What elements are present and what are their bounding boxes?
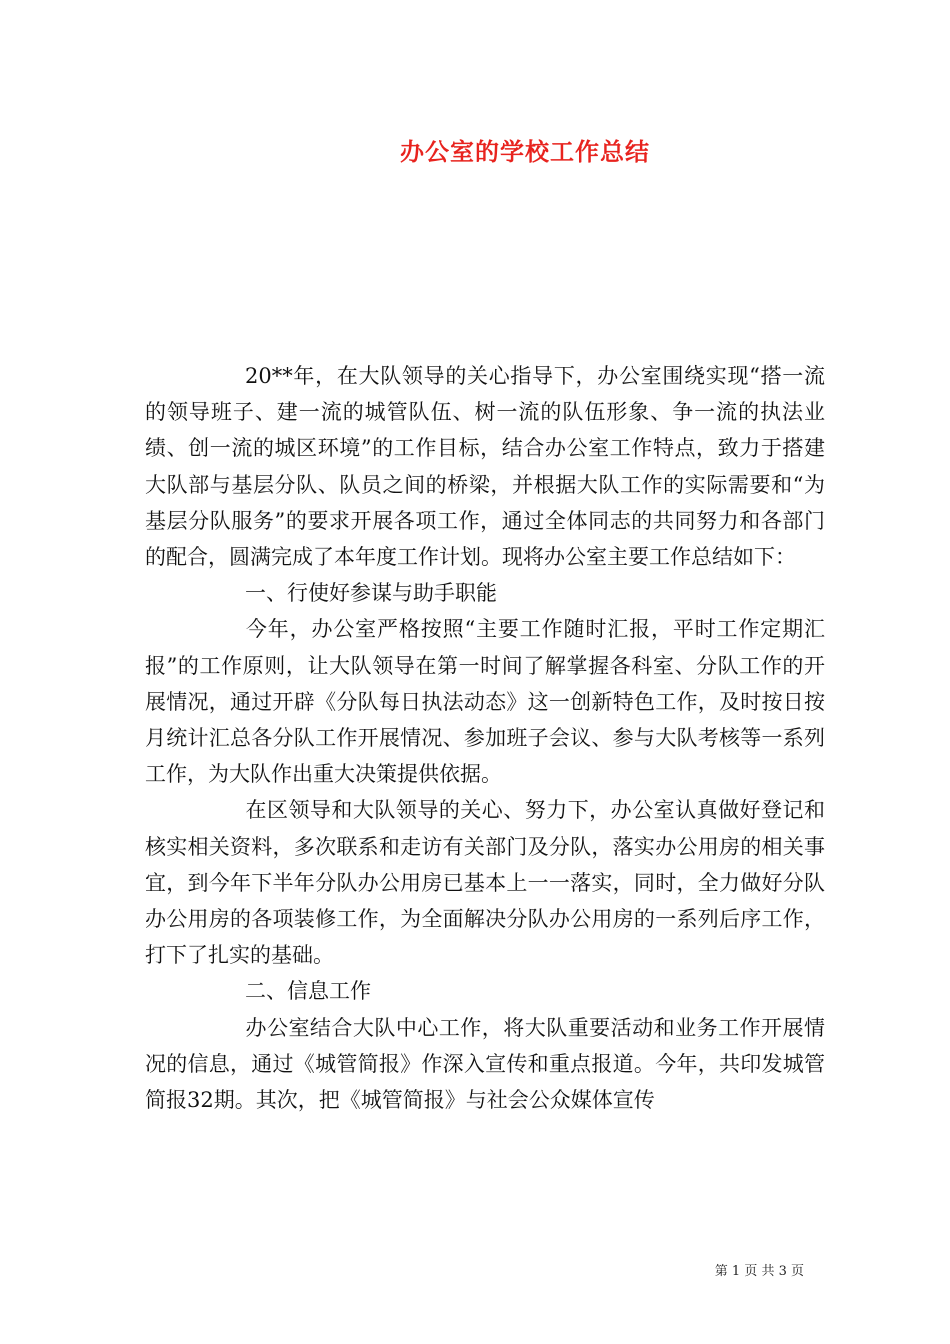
page-number: 第 1 页 共 3 页 <box>714 1264 804 1279</box>
paragraph: 在区领导和大队领导的关心、努力下，办公室认真做好登记和核实相关资料，多次联系和走访有关部门及分队，落实办公用房的相关事宜，到今年下半年分队办公用房已基本上一一落实，同时，全力做好分队办公用房的各项装修工作，为全面解决分队办公用房的一系列后序工作，打下了扎实的基础。 <box>145 798 825 968</box>
section-heading: 一、行使好参谋与助手职能 <box>245 581 497 606</box>
paragraph: 今年，办公室严格按照“主要工作随时汇报，平时工作定期汇报”的工作原则，让大队领导在第一时间了解掌握各科室、分队工作的开展情况，通过开辟《分队每日执法动态》这一创新特色工作，及时按日按月统计汇总各分队工作开展情况、参加班子会议、参与大队考核等一系列工作，为大队作出重大决策提供依据。 <box>145 617 825 787</box>
section-heading: 二、信息工作 <box>245 979 371 1004</box>
paragraph: 办公室结合大队中心工作，将大队重要活动和业务工作开展情况的信息，通过《城管简报》作深入宣传和重点报道。今年，共印发城管简报32期。其次，把《城管简报》与社会公众媒体宣传 <box>145 1015 825 1113</box>
paragraph: 20**年，在大队领导的关心指导下，办公室围绕实现“搭一流的领导班子、建一流的城管队伍、树一流的队伍形象、争一流的执法业绩、创一流的城区环境”的工作目标，结合办公室工作特点，致力于搭建大队部与基层分队、队员之间的桥梁，并根据大队工作的实际需要和“为基层分队服务”的要求开展各项工作，通过全体同志的共同努力和各部门的配合，圆满完成了本年度工作计划。现将办公室主要工作总结如下： <box>145 364 825 570</box>
document-body <box>145 358 825 1118</box>
document-title: 办公室的学校工作总结 <box>400 137 650 166</box>
